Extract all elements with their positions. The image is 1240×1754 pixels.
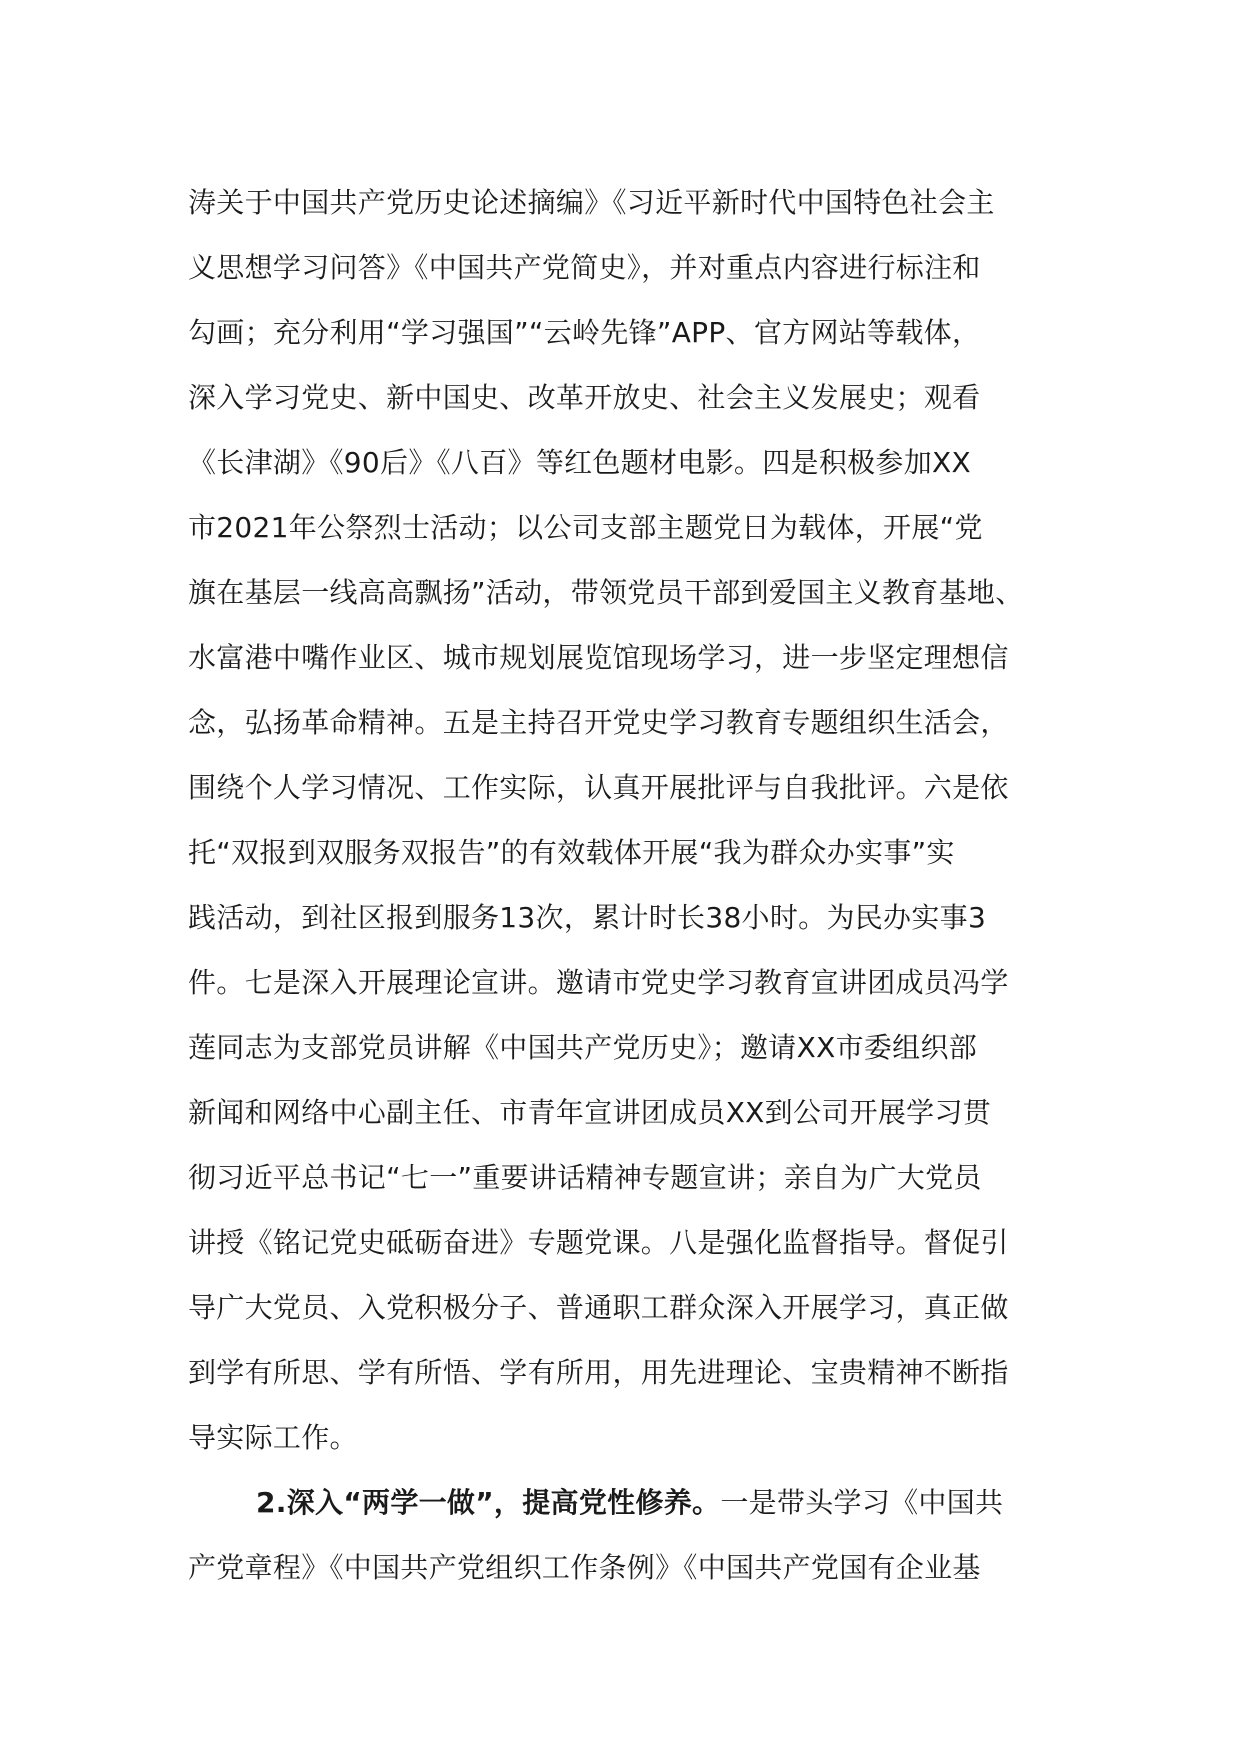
- text-line: 深入学习党史、新中国史、改革开放史、社会主义发展史；观看: [188, 381, 981, 414]
- text-line: 勾画；充分利用“学习强国”“云岭先锋”APP、官方网站等载体，: [188, 316, 981, 349]
- paragraph-2: [188, 1470, 1058, 1600]
- text-line: 念，弘扬革命精神。五是主持召开党史学习教育专题组织生活会，: [188, 706, 1009, 739]
- text-line: 围绕个人学习情况、工作实际，认真开展批评与自我批评。六是依: [188, 771, 1009, 804]
- text-line: 涛关于中国共产党历史论述摘编》《习近平新时代中国特色社会主: [188, 186, 995, 219]
- text-line: 旗在基层一线高高飘扬”活动，带领党员干部到爱国主义教育基地、: [188, 576, 1024, 609]
- text-line: 产党章程》《中国共产党组织工作条例》《中国共产党国有企业基: [188, 1551, 981, 1584]
- text-line: [188, 1470, 1058, 1535]
- text-line: 彻习近平总书记“七一”重要讲话精神专题宣讲；亲自为广大党员: [188, 1161, 982, 1194]
- document-page: [188, 170, 1058, 1600]
- section-text: 一是带头学习《中国共: [720, 1486, 1004, 1519]
- text-line: 义思想学习问答》《中国共产党简史》，并对重点内容进行标注和: [188, 251, 981, 284]
- paragraph-1: [188, 170, 1058, 1470]
- text-line: 水富港中嘴作业区、城市规划展览馆现场学习，进一步坚定理想信: [188, 641, 1009, 674]
- text-line: 新闻和网络中心副主任、市青年宣讲团成员XX到公司开展学习贯: [188, 1096, 992, 1129]
- text-line: 件。七是深入开展理论宣讲。邀请市党史学习教育宣讲团成员冯学: [188, 966, 1009, 999]
- text-line: 导实际工作。: [188, 1421, 358, 1454]
- text-line: 践活动，到社区报到服务13次，累计时长38小时。为民办实事3: [188, 901, 987, 934]
- text-line: 讲授《铭记党史砥砺奋进》专题党课。八是强化监督指导。督促引: [188, 1226, 1009, 1259]
- text-line: 莲同志为支部党员讲解《中国共产党历史》；邀请XX市委组织部: [188, 1031, 978, 1064]
- text-line: 市2021年公祭烈士活动；以公司支部主题党日为载体，开展“党: [188, 511, 983, 544]
- text-line: 导广大党员、入党积极分子、普通职工群众深入开展学习，真正做: [188, 1291, 1009, 1324]
- text-line: 《长津湖》《90后》《八百》等红色题材电影。四是积极参加XX: [188, 446, 971, 479]
- section-heading: 2.深入“两学一做”，提高党性修养。: [256, 1486, 721, 1519]
- text-line: 托“双报到双服务双报告”的有效载体开展“我为群众办实事”实: [188, 836, 955, 869]
- text-line: 到学有所思、学有所悟、学有所用，用先进理论、宝贵精神不断指: [188, 1356, 1009, 1389]
